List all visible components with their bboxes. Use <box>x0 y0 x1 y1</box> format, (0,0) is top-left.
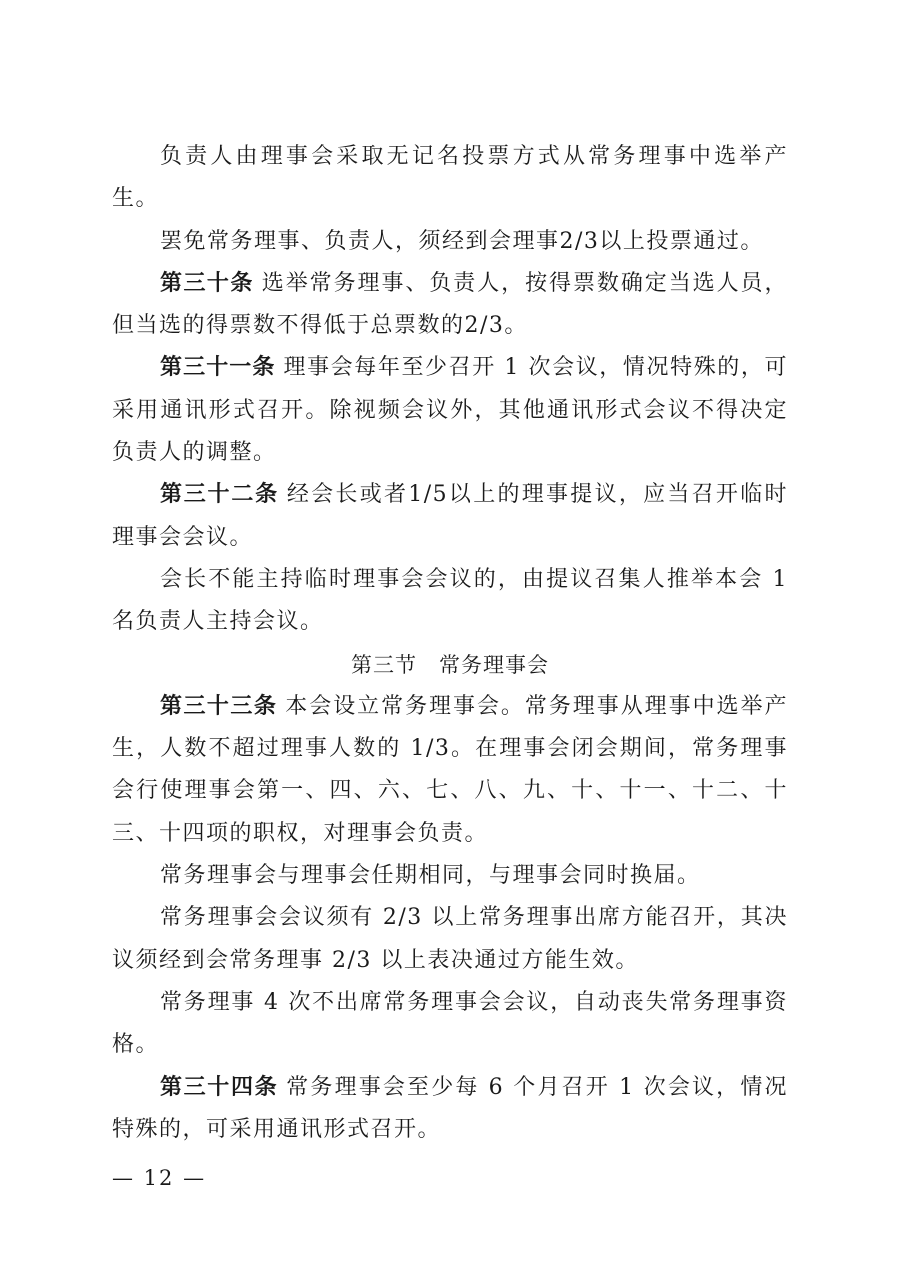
paragraph-text: 选举常务理事、负责人，按得票数确定当选人员，但当选的得票数不得低于总票数的2/3。 <box>112 270 788 339</box>
document-body <box>112 136 788 1151</box>
article-label: 第三十四条 <box>160 1074 279 1100</box>
article-32 <box>112 474 788 559</box>
paragraph-10 <box>112 982 788 1067</box>
article-31 <box>112 347 788 474</box>
paragraph-text: 常务理事会至少每 6 个月召开 1 次会议，情况特殊的，可采用通讯形式召开。 <box>112 1074 788 1142</box>
paragraph-6 <box>112 559 788 644</box>
paragraph-text: 常务理事会会议须有 2/3 以上常务理事出席方能召开，其决议须经到会常务理事 2/3 以上表决通过方能生效。 <box>112 905 788 973</box>
section-title: 第三节 常务理事会 <box>351 652 549 677</box>
paragraph-text: 常务理事会与理事会任期相同，与理事会同时换届。 <box>160 863 701 889</box>
paragraph-text: 负责人由理事会采取无记名投票方式从常务理事中选举产生。 <box>112 144 788 212</box>
article-label: 第三十三条 <box>160 693 278 719</box>
paragraph-9 <box>112 897 788 982</box>
paragraph-text: 罢免常务理事、负责人，须经到会理事2/3以上投票通过。 <box>160 228 764 254</box>
paragraph-1 <box>112 136 788 221</box>
article-30 <box>112 263 788 348</box>
paragraph-text: 经会长或者1/5以上的理事提议，应当召开临时理事会会议。 <box>112 482 788 550</box>
paragraph-8 <box>112 855 788 897</box>
article-label: 第三十一条 <box>160 355 276 381</box>
paragraph-text: 理事会每年至少召开 1 次会议，情况特殊的，可采用通讯形式召开。除视频会议外，其他通讯形式会议不得决定负责人的调整。 <box>112 355 788 466</box>
article-label: 第三十条 <box>160 270 254 296</box>
article-34 <box>112 1067 788 1152</box>
article-33 <box>112 686 788 855</box>
paragraph-2 <box>112 221 788 263</box>
page-number: — 12 — <box>112 1166 207 1190</box>
article-label: 第三十二条 <box>160 482 279 508</box>
paragraph-text: 会长不能主持临时理事会会议的，由提议召集人推举本会 1 名负责人主持会议。 <box>112 566 788 635</box>
paragraph-text: 常务理事 4 次不出席常务理事会会议，自动丧失常务理事资格。 <box>112 989 788 1058</box>
paragraph-text: 本会设立常务理事会。常务理事从理事中选举产生，人数不超过理事人数的 1/3。在理事会闭会期间，常务理事会行使理事会第一、四、六、七、八、九、十、十一、十二、十三、十四项的职权，对理事会负责。 <box>112 693 788 846</box>
